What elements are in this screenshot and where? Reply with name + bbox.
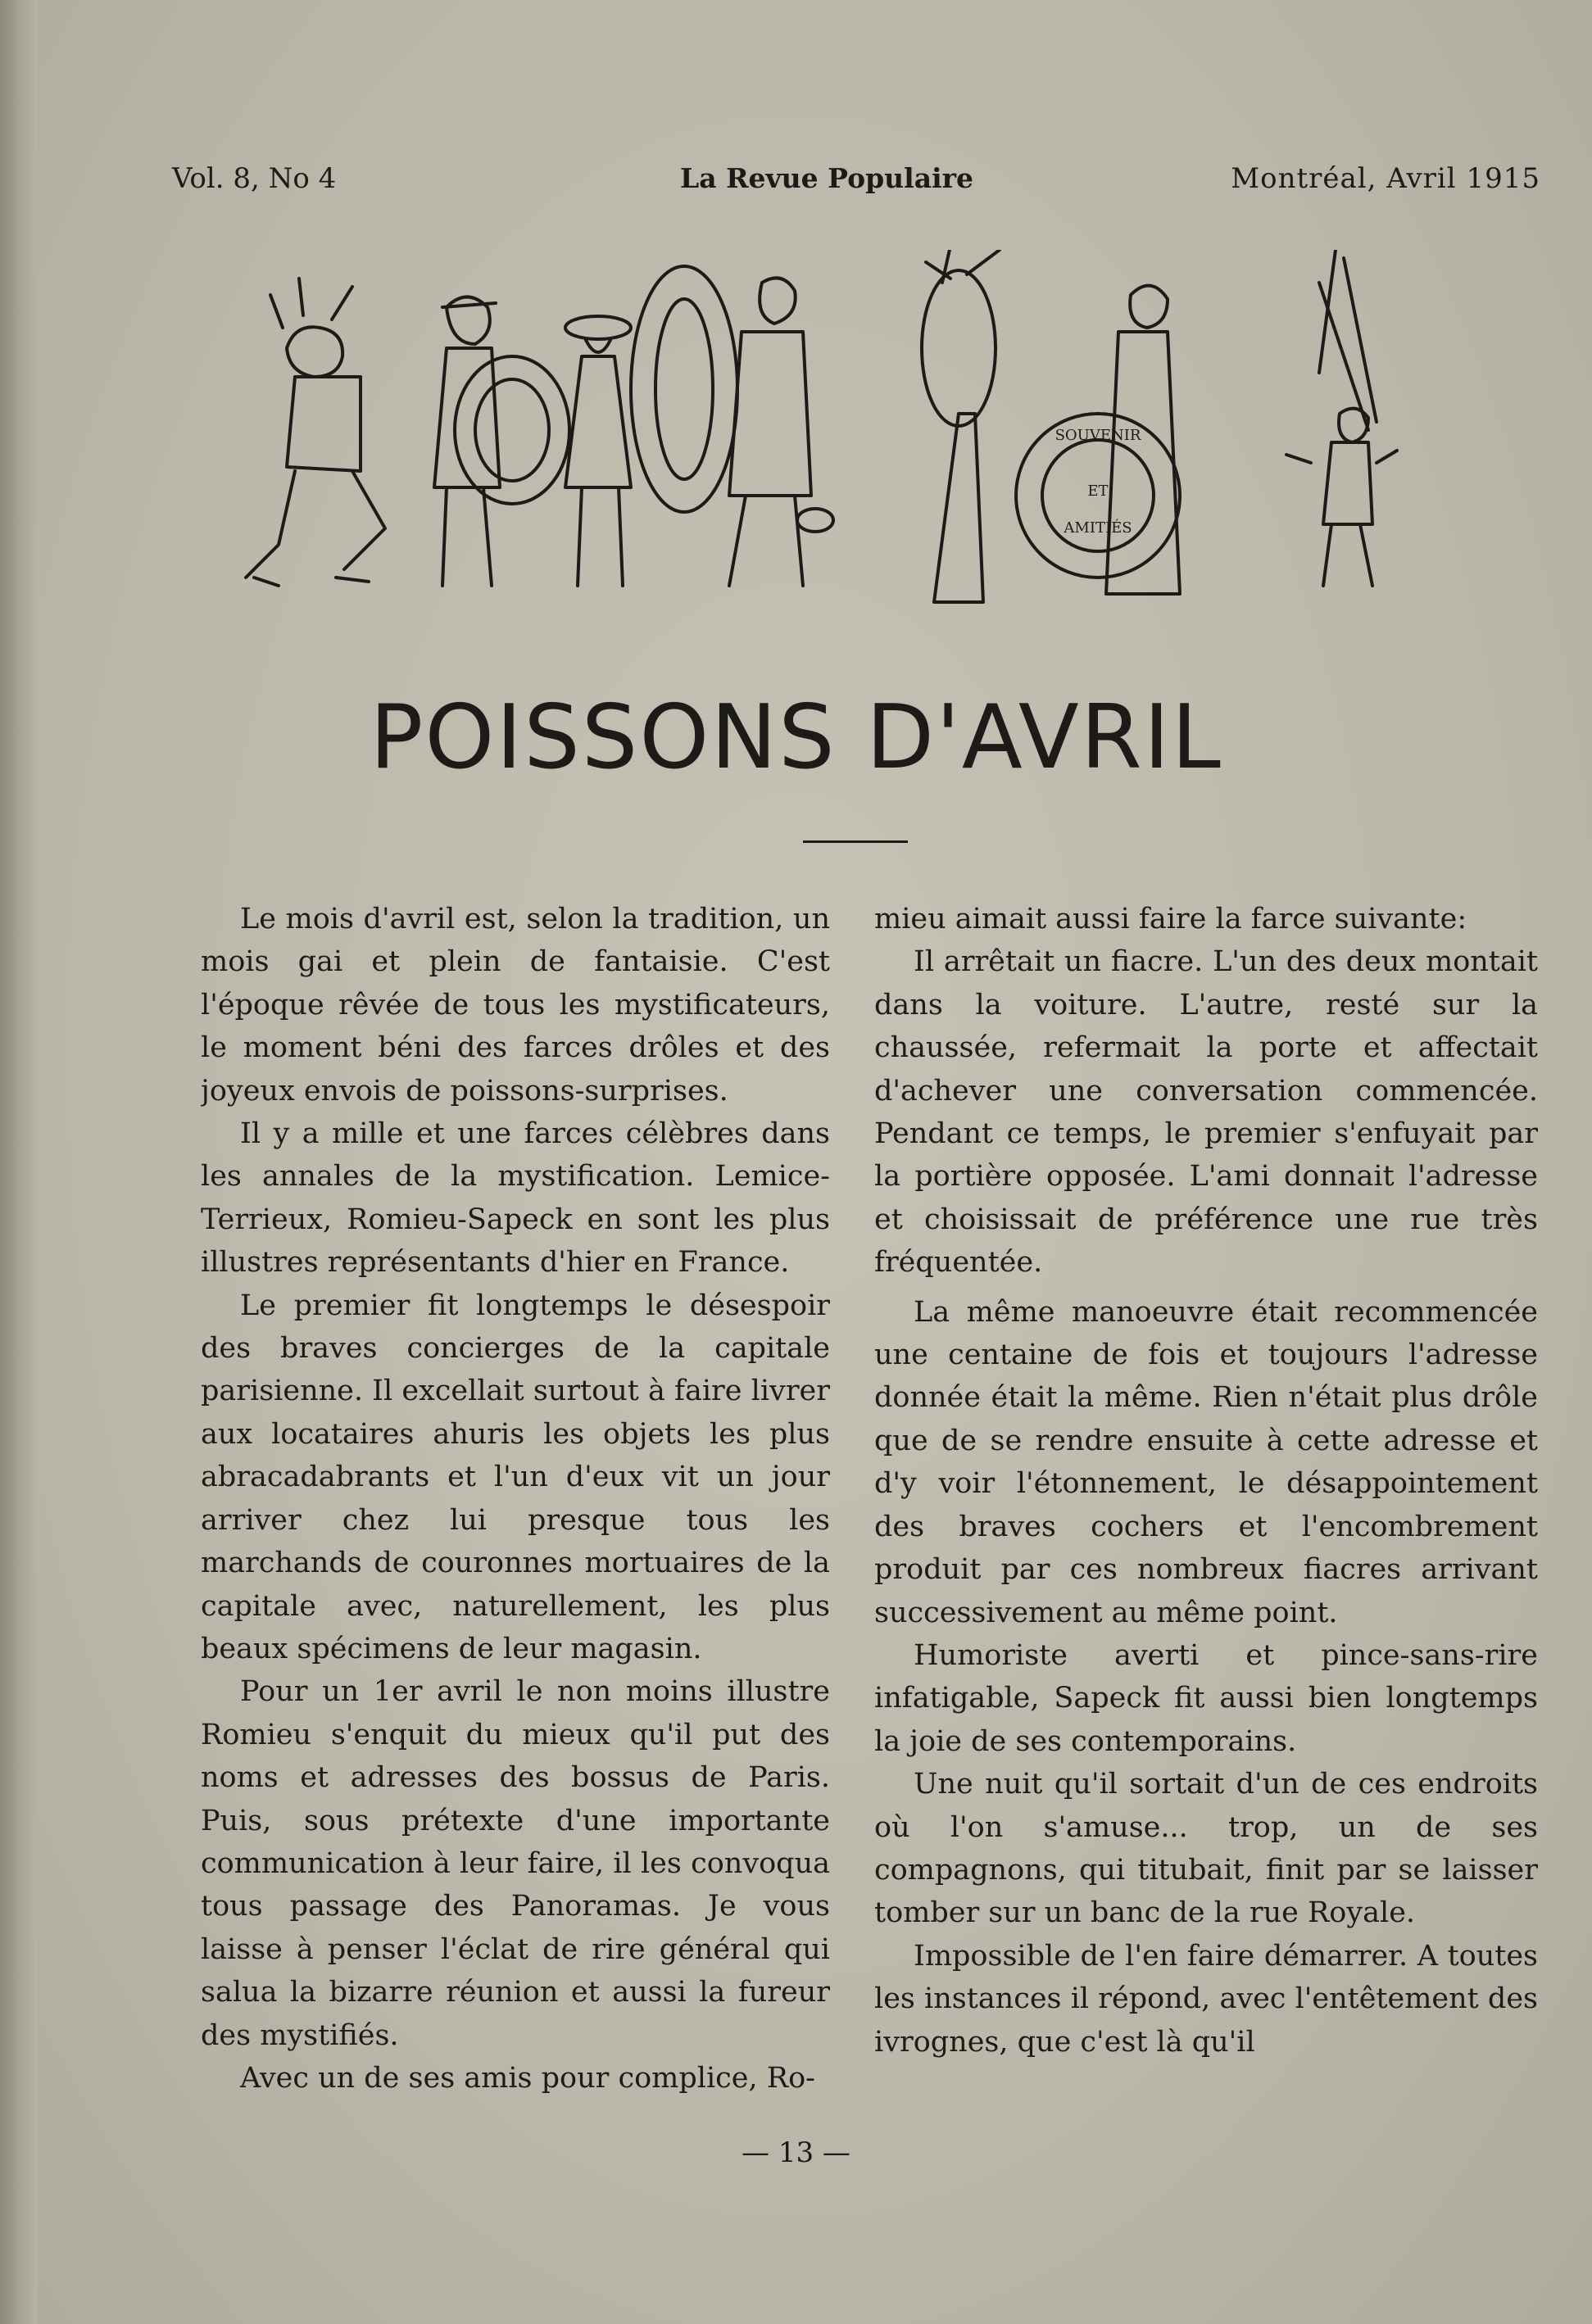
figure-delivery-man	[434, 297, 569, 587]
paragraph: Avec un de ses amis pour complice, Ro-	[240, 2061, 815, 2095]
figure-gentleman-wreath	[631, 266, 833, 586]
place-date: Montréal, Avril 1915	[1231, 162, 1540, 195]
paragraph: Le mois d'avril est, selon la tradition, un mois gai et plein de fantaisie. C'est l'époque rêvée de tous les mystificateurs, le moment béni des farces drôles et des joyeux envois de poissons-surprises.	[201, 903, 830, 1108]
paragraph: La même manoeuvre était recommencée une centaine de fois et toujours l'adresse donnée était la même. Rien n'était plus drôle que de se rendre ensuite à cette adresse et d'y voir l'étonnement, le désappointement des braves cochers et l'encombrement produit par ces nombreux fiacres arrivant successivement au même point.	[874, 1295, 1538, 1629]
april-fools-illustration	[238, 250, 1458, 659]
paragraph: Humoriste averti et pince-sans-rire infatigable, Sapeck fit aussi bien longtemps la joie de ses contemporains.	[874, 1638, 1538, 1758]
figure-feather-hat-woman	[922, 250, 1000, 602]
figure-distressed-man	[246, 279, 385, 586]
left-column	[201, 898, 830, 2143]
title-rule	[803, 840, 908, 843]
page-number: — 13 —	[742, 2136, 850, 2169]
seal-text-top: SOUVENIR	[1055, 427, 1141, 444]
figure-boy-palm	[1286, 250, 1397, 586]
running-header	[172, 162, 1540, 211]
paragraph: Impossible de l'en faire démarrer. A toutes les instances il répond, avec l'entêtement des ivrognes, que c'est là qu'il	[874, 1939, 1538, 2059]
page-binding-edge	[0, 0, 38, 2324]
figure-souvenir-woman	[1016, 286, 1180, 594]
seal-text-middle: ET	[1087, 482, 1109, 500]
paragraph: Il y a mille et une farces célèbres dans les annales de la mystification. Lemice-Terrieux, Romieu-Sapeck en sont les plus illustres représentants d'hier en France.	[201, 1117, 830, 1280]
paragraph: Une nuit qu'il sortait d'un de ces endroits où l'on s'amuse... trop, un de ses compagnons, qui titubait, finit par se laisser tomber sur un banc de la rue Royale.	[874, 1768, 1538, 1930]
paragraph: mieu aimait aussi faire la farce suivante:	[874, 903, 1467, 935]
magazine-name: La Revue Populaire	[680, 162, 973, 194]
right-column	[874, 898, 1538, 2143]
paragraph: Pour un 1er avril le non moins illustre Romieu s'enquit du mieux qu'il put des noms et adresses des bossus de Paris. Puis, sous prétexte d'une importante communication à leur faire, il les convoqua tous passage des Panoramas. Je vous laisse à penser l'éclat de rire général qui salua la bizarre réunion et aussi la fureur des mystifiés.	[201, 1675, 830, 2052]
article-title: POISSONS D'AVRIL	[370, 686, 1222, 789]
figure-woman-hat	[565, 316, 631, 586]
paragraph: Le premier fit longtemps le désespoir des braves concierges de la capitale parisienne. Il excellait surtout à faire livrer aux locataires ahuris les objets les plus abracadabrants et l'un d'eux vit un jour arriver chez lui presque tous les marchands de couronnes mortuaires de la capitale avec, naturellement, les plus beaux spécimens de leur magasin.	[201, 1289, 830, 1665]
paragraph: Il arrêtait un fiacre. L'un des deux montait dans la voiture. L'autre, resté sur la chaussée, refermait la porte et affectait d'achever une conversation commencée. Pendant ce temps, le premier s'enfuyait par la portière opposée. L'ami donnait l'adresse et choisissait de préférence une rue très fréquentée.	[874, 945, 1538, 1280]
seal-text-bottom: AMITIÉS	[1064, 519, 1132, 537]
volume-number: Vol. 8, No 4	[172, 162, 337, 195]
